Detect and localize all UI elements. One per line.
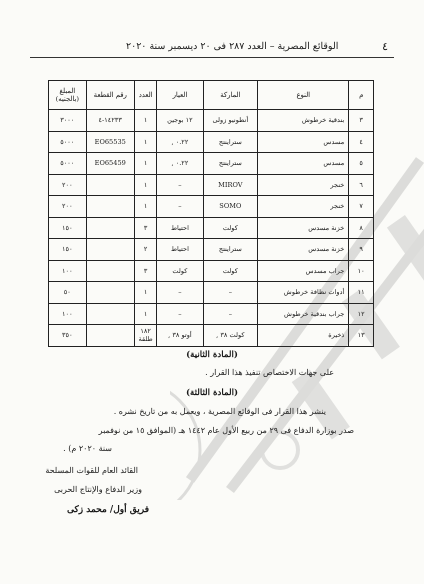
cell-amount: ١٥٠ bbox=[49, 239, 87, 261]
cell-caliber: احتياط bbox=[157, 239, 203, 261]
cell-no: ١٣ bbox=[349, 325, 374, 347]
cell-part-number bbox=[86, 217, 134, 239]
col-header-amount: المبلغ (بالجنيه) bbox=[49, 81, 87, 110]
table-row bbox=[49, 153, 374, 175]
cell-brand: – bbox=[203, 303, 258, 325]
cell-count: ١ bbox=[134, 196, 157, 218]
col-header-part-number: رقم القطعة bbox=[86, 81, 134, 110]
cell-type: خنجر bbox=[258, 174, 349, 196]
col-header-brand: الماركة bbox=[203, 81, 258, 110]
cell-caliber: ٠.٢٢ , bbox=[157, 131, 203, 153]
cell-count: ٢ bbox=[134, 239, 157, 261]
cell-count: ١ bbox=[134, 153, 157, 175]
table-row bbox=[49, 325, 374, 347]
cell-brand: SOMO bbox=[203, 196, 258, 218]
items-table bbox=[48, 80, 374, 347]
article-3-line-1: ينشر هذا القرار فى الوقائع المصرية ، ويعمل به من تاريخ نشره . bbox=[113, 407, 326, 416]
cell-brand: كولت bbox=[203, 260, 258, 282]
cell-amount: ٥٠٠٠ bbox=[49, 131, 87, 153]
cell-type: مسدس bbox=[258, 153, 349, 175]
cell-part-number bbox=[86, 196, 134, 218]
cell-count: ١٨٢ طلقة bbox=[134, 325, 157, 347]
cell-caliber: ١٢ بوجين bbox=[157, 110, 203, 132]
cell-caliber: أوتو ٣٨ , bbox=[157, 325, 203, 347]
table-row bbox=[49, 260, 374, 282]
cell-brand: ستراينتج bbox=[203, 153, 258, 175]
cell-part-number bbox=[86, 260, 134, 282]
col-header-count: العدد bbox=[134, 81, 157, 110]
cell-amount: ٣٥٠ bbox=[49, 325, 87, 347]
cell-caliber: – bbox=[157, 303, 203, 325]
cell-amount: ٥٠٠٠ bbox=[49, 153, 87, 175]
cell-type: جراب بندقية خرطوش bbox=[258, 303, 349, 325]
cell-caliber: كولت bbox=[157, 260, 203, 282]
cell-type: جراب مسدس bbox=[258, 260, 349, 282]
cell-no: ٣ bbox=[349, 110, 374, 132]
cell-part-number bbox=[86, 303, 134, 325]
cell-brand: كولت ٣٨ , bbox=[203, 325, 258, 347]
table-row bbox=[49, 239, 374, 261]
cell-amount: ٥٠ bbox=[49, 282, 87, 304]
cell-caliber: – bbox=[157, 282, 203, 304]
page-header bbox=[30, 38, 394, 54]
cell-part-number: ١٤٢٣٣-٤ bbox=[86, 110, 134, 132]
article-2-heading: (المادة الثانية) bbox=[186, 350, 238, 360]
cell-caliber: احتياط bbox=[157, 217, 203, 239]
cell-type: مسدس bbox=[258, 131, 349, 153]
table-row bbox=[49, 282, 374, 304]
cell-part-number bbox=[86, 174, 134, 196]
col-header-no: م bbox=[349, 81, 374, 110]
cell-caliber: – bbox=[157, 196, 203, 218]
cell-brand: ستراينتج bbox=[203, 131, 258, 153]
cell-type: خزنة مسدس bbox=[258, 239, 349, 261]
cell-count: ١ bbox=[134, 174, 157, 196]
cell-brand: – bbox=[203, 282, 258, 304]
article-3-line-3: سنة ٢٠٢٠ م) . bbox=[63, 444, 112, 453]
cell-no: ١٠ bbox=[349, 260, 374, 282]
cell-no: ٧ bbox=[349, 196, 374, 218]
cell-part-number: EO65459 bbox=[86, 153, 134, 175]
cell-type: ذخيرة bbox=[258, 325, 349, 347]
cell-no: ٦ bbox=[349, 174, 374, 196]
cell-no: ٨ bbox=[349, 217, 374, 239]
table-row bbox=[49, 303, 374, 325]
cell-count: ١ bbox=[134, 131, 157, 153]
cell-count: ٣ bbox=[134, 217, 157, 239]
article-3-line-2: صدر بوزارة الدفاع فى ٢٩ من ربيع الأول عام ١٤٤٢ هـ (الموافق ١٥ من نوفمبر bbox=[98, 426, 354, 435]
gazette-title: الوقائع المصرية – العدد ٢٨٧ فى ٢٠ ديسمبر سنة ٢٠٢٠ bbox=[126, 41, 339, 52]
cell-part-number bbox=[86, 282, 134, 304]
table-row bbox=[49, 174, 374, 196]
cell-count: ١ bbox=[134, 110, 157, 132]
cell-type: بندقية خرطوش bbox=[258, 110, 349, 132]
cell-no: ١٢ bbox=[349, 303, 374, 325]
table-row bbox=[49, 110, 374, 132]
signatory-title-1: القائد العام للقوات المسلحة bbox=[45, 466, 138, 475]
cell-amount: ٢٠٠ bbox=[49, 174, 87, 196]
cell-type: خزنة مسدس bbox=[258, 217, 349, 239]
cell-count: ١ bbox=[134, 282, 157, 304]
cell-brand: كولت bbox=[203, 217, 258, 239]
cell-amount: ٢٠٠ bbox=[49, 196, 87, 218]
cell-amount: ٣٠٠٠ bbox=[49, 110, 87, 132]
cell-count: ١ bbox=[134, 303, 157, 325]
table-row bbox=[49, 196, 374, 218]
cell-part-number bbox=[86, 325, 134, 347]
cell-caliber: – bbox=[157, 174, 203, 196]
col-header-type: النوع bbox=[258, 81, 349, 110]
signatory-title-2: وزير الدفاع والإنتاج الحربى bbox=[54, 485, 142, 494]
cell-no: ١١ bbox=[349, 282, 374, 304]
table-row bbox=[49, 131, 374, 153]
table-row bbox=[49, 217, 374, 239]
cell-no: ٥ bbox=[349, 153, 374, 175]
cell-count: ٣ bbox=[134, 260, 157, 282]
article-2-text: على جهات الاختصاص تنفيذ هذا القرار . bbox=[205, 368, 334, 377]
cell-caliber: ٠.٢٢ , bbox=[157, 153, 203, 175]
cell-amount: ١٠٠ bbox=[49, 303, 87, 325]
signatory-name: فريق أول/ محمد زكى bbox=[66, 505, 149, 515]
cell-type: أدوات نظافة خرطوش bbox=[258, 282, 349, 304]
cell-amount: ١٠٠ bbox=[49, 260, 87, 282]
header-rule bbox=[30, 57, 394, 58]
cell-part-number: EO65535 bbox=[86, 131, 134, 153]
cell-amount: ١٥٠ bbox=[49, 217, 87, 239]
article-3-heading: (المادة الثالثة) bbox=[185, 388, 239, 398]
cell-brand: أنطونيو زولى bbox=[203, 110, 258, 132]
table-header-row bbox=[49, 81, 374, 110]
cell-part-number bbox=[86, 239, 134, 261]
cell-type: خنجر bbox=[258, 196, 349, 218]
cell-no: ٤ bbox=[349, 131, 374, 153]
cell-brand: ستراينتج bbox=[203, 239, 258, 261]
col-header-caliber: العيار bbox=[157, 81, 203, 110]
page-number: ٤ bbox=[382, 40, 388, 53]
cell-brand: MIROV bbox=[203, 174, 258, 196]
cell-no: ٩ bbox=[349, 239, 374, 261]
